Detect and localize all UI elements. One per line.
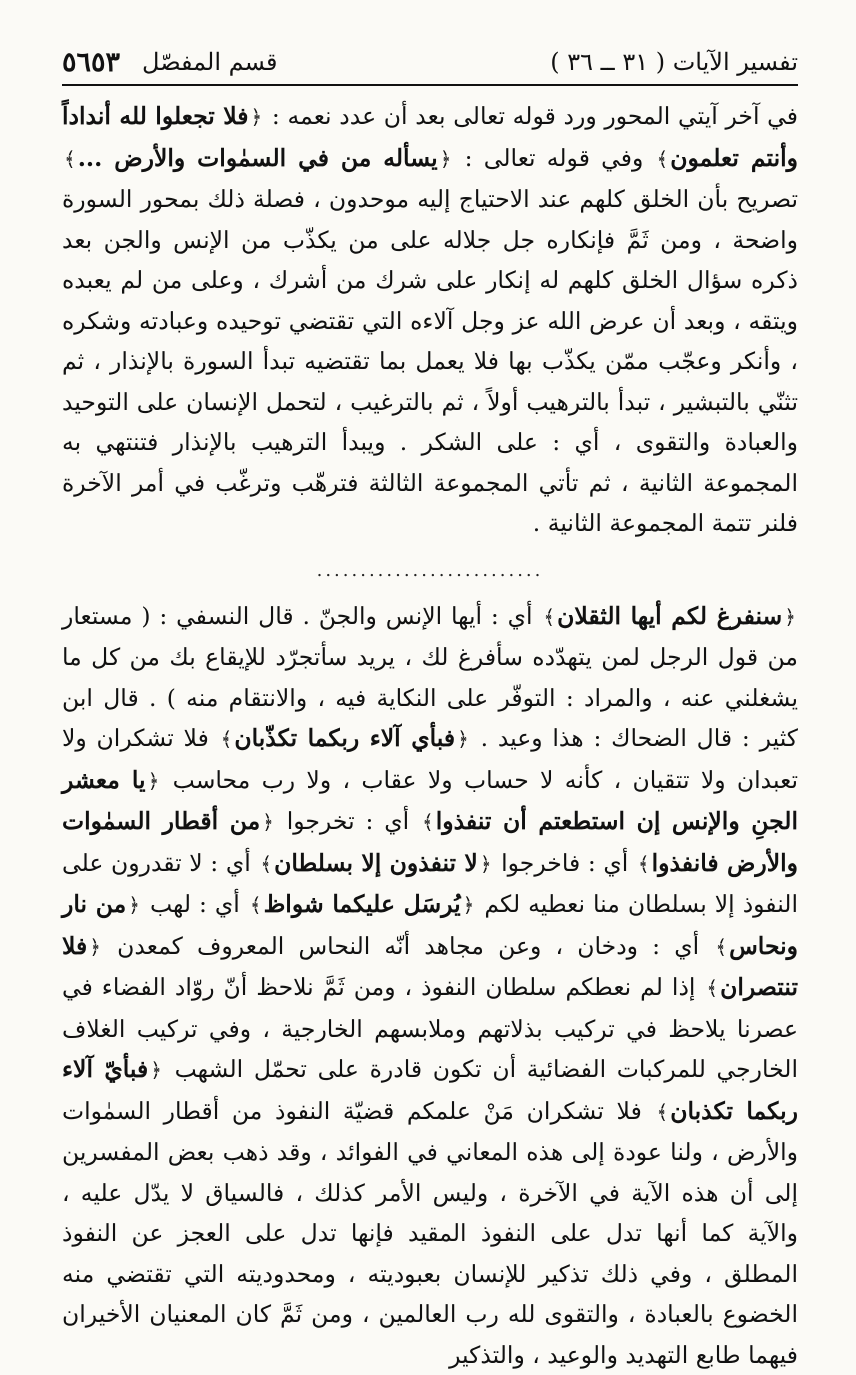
quran-quote: ﴿فبأي آلاء ربكما تكذّبان﴾ <box>219 724 471 752</box>
text: تصريح بأن الخلق كلهم عند الاحتياج إليه موحدون ، فصلة ذلك بمحور السورة واضحة ، ومن ثَمَّ فإنكاره جل جلاله على من يكذّب من الإنس والجن بعد ذكره سؤال الخلق كلهم له إنكار على شرك من أشرك ، وعلى من لم يعبده ويتقه ، وبعد أن عرض الله عز وجل آلاءه التي تقتضي توحيده وعبادته وشكره ، وأنكر وعجّب ممّن يكذّب بها فلا يعمل بما تقتضيه تبدأ السورة بالإنذار ، ثم تثنّي بالتبشير ، تبدأ بالترهيب أولاً ، ثم بالترغيب ، لتحمل الإنسان على التوحيد والعبادة والتقوى ، أي : على الشكر . ويبدأ الترهيب بالإنذار فتنتهي به المجموعة الثانية ، ثم تأتي المجموعة الثالثة فترهّب وترغّب في أمر الآخرة فلنر تتمة المجموعة الثانية . <box>62 185 798 537</box>
ornate-bracket-close: ﴾ <box>654 1100 670 1124</box>
ornate-bracket-open: ﴿ <box>148 1058 164 1082</box>
ornate-bracket-open: ﴿ <box>248 105 264 129</box>
quran-quote: ﴿يا معشر الجنِ والإنس إن استطعتم أن تنفذوا﴾ <box>62 766 798 836</box>
ornate-bracket-close: ﴾ <box>248 893 264 917</box>
text: في آخر آيتي المحور ورد قوله تعالى بعد أن عدد نعمه : <box>264 102 798 130</box>
ornate-bracket-close: ﴾ <box>713 935 729 959</box>
page-header <box>62 40 798 86</box>
text: إذا لم نعطكم سلطان النفوذ ، ومن ثَمَّ نلاحظ أنّ روّاد الفضاء في عصرنا يلاحظ في تركيب بذلاتهم وملابسهم الخارجية ، وفي تركيب الغلاف الخارجي للمركبات الفضائية أن تكون قادرة على تحمّل الشهب <box>62 973 798 1083</box>
text: أي : لهب <box>142 890 240 918</box>
ornate-bracket-close: ﴾ <box>655 147 671 171</box>
quran-quote: ﴿فلا تجعلوا لله أنداداً وأنتم تعلمون﴾ <box>62 102 798 172</box>
quran-quote: ﴿من نار ونحاس﴾ <box>62 890 798 960</box>
ornate-bracket-close: ﴾ <box>420 810 436 834</box>
text: فلا تشكران ولا تعبدان ولا تتقيان ، كأنه لا حساب ولا عقاب ، ولا رب محاسب <box>62 724 798 794</box>
quran-quote: ﴿لا تنفذون إلا بسلطان﴾ <box>258 849 493 877</box>
ornate-bracket-open: ﴿ <box>146 769 162 793</box>
ornate-bracket-open: ﴿ <box>438 147 454 171</box>
ornate-bracket-close: ﴾ <box>636 852 652 876</box>
text: أي : فاخرجوا <box>494 849 629 877</box>
quran-quote: ﴿يُرسَل عليكما شواظ﴾ <box>248 890 477 918</box>
ornate-bracket-open: ﴿ <box>87 935 103 959</box>
ornate-bracket-open: ﴿ <box>260 810 276 834</box>
text: أي : ودخان ، وعن مجاهد أنّه النحاس المعروف كمعدن <box>103 932 699 960</box>
ornate-bracket-close: ﴾ <box>258 852 274 876</box>
page-body <box>62 96 798 1375</box>
ornate-bracket-close: ﴾ <box>541 605 557 629</box>
text: أي : تخرجوا <box>276 807 409 835</box>
header-left <box>62 47 277 78</box>
ornate-bracket-close: ﴾ <box>704 976 720 1000</box>
ornate-bracket-open: ﴿ <box>455 727 471 751</box>
quran-quote: ﴿يسأله من في السمٰوات والأرض ...﴾ <box>62 144 453 172</box>
text: أي : أيها الإنس والجنّ . قال النسفي : ( مستعار من قول الرجل لمن يتهدّده سأفرغ لك ، يريد سأتجرّد للإيقاع بك من كل ما يشغلني عنه ، والمراد : التوفّر على النكاية فيه ، والانتقام منه ) . قال ابن كثير : قال الضحاك : هذا وعيد . <box>62 602 798 753</box>
ornate-bracket-close: ﴾ <box>62 147 78 171</box>
ornate-bracket-open: ﴿ <box>782 605 798 629</box>
ornate-bracket-open: ﴿ <box>478 852 494 876</box>
quran-quote: ﴿سنفرغ لكم أيها الثقلان﴾ <box>541 602 798 630</box>
quran-quote: ﴿من أقطار السمٰوات والأرض فانفذوا﴾ <box>62 807 798 877</box>
paragraph-2 <box>62 596 798 1375</box>
section-name: قسم المفصّل <box>142 48 277 76</box>
section-separator: .......................... <box>62 554 798 588</box>
running-title: تفسير الآيات ( ٣١ ــ ٣٦ ) <box>550 48 798 76</box>
ornate-bracket-open: ﴿ <box>461 893 477 917</box>
page-number: ٥٦٥٣ <box>62 47 120 78</box>
quran-quote: ﴿فبأيّ آلاء ربكما تكذبان﴾ <box>62 1055 798 1125</box>
ornate-bracket-open: ﴿ <box>126 893 142 917</box>
text: وفي قوله تعالى : <box>453 144 643 172</box>
text: فلا تشكران مَنْ علمكم قضيّة النفوذ من أقطار السمٰوات والأرض ، ولنا عودة إلى هذه المعاني في الفوائد ، وقد ذهب بعض المفسرين إلى أن هذه الآية في الآخرة ، وليس الأمر كذلك ، فالسياق لا يدّل عليه ، والآية كما أنها تدل على النفوذ المقيد فإنها تدل على العجز عن النفوذ المطلق ، وفي ذلك تذكير للإنسان بعبوديته ، ومحدوديته التي تقتضي منه الخضوع بالعبادة ، والتقوى لله رب العالمين ، ومن ثَمَّ كان المعنيان الأخيران فيهما طابع التهديد والوعيد ، والتذكير <box>62 1097 798 1369</box>
quran-quote: ﴿فلا تنتصران﴾ <box>62 932 798 1002</box>
ornate-bracket-close: ﴾ <box>219 727 235 751</box>
paragraph-1 <box>62 96 798 544</box>
text: أي : لا تقدرون على النفوذ إلا بسلطان منا نعطيه لكم <box>62 849 798 919</box>
